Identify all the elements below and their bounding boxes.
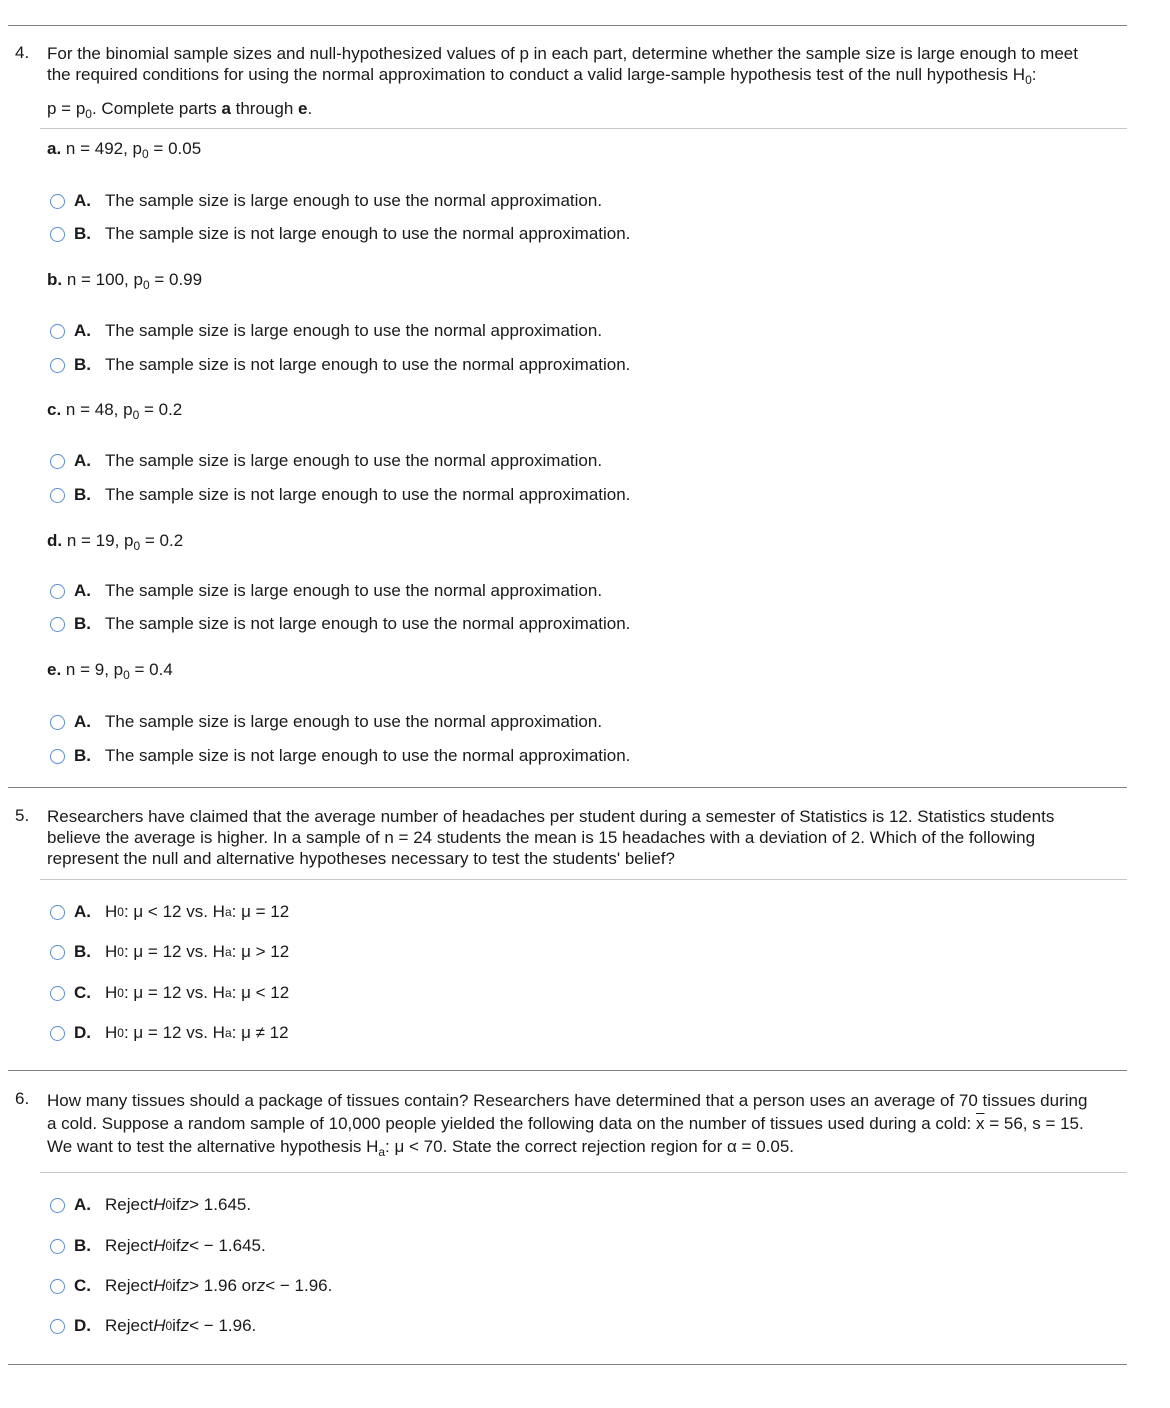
radio-button[interactable] — [50, 488, 65, 503]
question-6-number: 6. — [15, 1089, 30, 1108]
radio-button[interactable] — [50, 584, 65, 599]
question-4-stem — [47, 43, 1122, 125]
q4-stem-line3: $p = p_0$. Complete parts a through e. — [47, 99, 313, 121]
divider-q4-stem — [40, 128, 1127, 129]
q4d-option-b[interactable]: B. The sample size is not large enough to use the normal approximation. — [50, 614, 630, 634]
q6-option-d[interactable]: D. Reject H 0 if z < − 1.96. — [50, 1316, 256, 1336]
divider-q5-stem — [40, 879, 1127, 880]
divider-q4-q5 — [8, 787, 1127, 788]
radio-button[interactable] — [50, 1279, 65, 1294]
divider-q6-stem — [40, 1172, 1127, 1173]
radio-button[interactable] — [50, 617, 65, 632]
q4-stem-line2: the required conditions for using the normal approximation to conduct a valid large-sample hypothesis test of the null hypothesis $H_0$: — [47, 65, 1037, 87]
radio-button[interactable] — [50, 227, 65, 242]
question-5-number: 5. — [15, 806, 30, 825]
radio-button[interactable] — [50, 945, 65, 960]
divider-q5-q6 — [8, 1070, 1127, 1071]
q5-option-c[interactable]: C. H 0 : μ = 12 vs. H a : μ < 12 — [50, 983, 289, 1003]
divider-top — [8, 25, 1127, 26]
q4-stem-line1: For the binomial sample sizes and null-hypothesized values of p in each part, determine whether the sample size is large enough to meet — [47, 44, 1078, 63]
radio-button[interactable] — [50, 905, 65, 920]
radio-button[interactable] — [50, 715, 65, 730]
q5-option-a[interactable]: A. H 0 : μ < 12 vs. H a : μ = 12 — [50, 902, 289, 922]
q4-part-e-label: e. n = 9, $p_0 = 0.4$ — [47, 660, 173, 682]
q4-part-a-label: a. n = 492, $p_0 = 0.05$ — [47, 139, 202, 161]
q4e-option-a[interactable]: A. The sample size is large enough to use the normal approximation. — [50, 712, 602, 732]
divider-bottom — [8, 1364, 1127, 1365]
q4-part-b-label: b. n = 100, $p_0 = 0.99$ — [47, 270, 203, 292]
radio-button[interactable] — [50, 194, 65, 209]
question-6-stem: How many tissues should a package of tissues contain? Researchers have determined that a person uses an average of 70 tissues during a cold. Suppose a random sample of 10,000 people yielded the following data on the number of tissues used during a cold: $\overline{x} = 56$, s = 15. We want to test the alternative hypothesis $H_a$: μ < 70. State the correct rejection region for α = 0.05. — [47, 1091, 1088, 1159]
radio-button[interactable] — [50, 1319, 65, 1334]
q5-option-b[interactable]: B. H 0 : μ = 12 vs. H a : μ > 12 — [50, 942, 289, 962]
q6-option-b[interactable]: B. Reject H 0 if z < − 1.645. — [50, 1236, 266, 1256]
q4b-option-b[interactable]: B. The sample size is not large enough to use the normal approximation. — [50, 355, 630, 375]
q4c-option-a[interactable]: A. The sample size is large enough to use the normal approximation. — [50, 451, 602, 471]
radio-button[interactable] — [50, 454, 65, 469]
q4e-option-b[interactable]: B. The sample size is not large enough to use the normal approximation. — [50, 746, 630, 766]
radio-button[interactable] — [50, 324, 65, 339]
q4a-option-a[interactable]: A. The sample size is large enough to use the normal approximation. — [50, 191, 602, 211]
radio-button[interactable] — [50, 749, 65, 764]
radio-button[interactable] — [50, 986, 65, 1001]
question-4-number: 4. — [15, 43, 30, 62]
radio-button[interactable] — [50, 1198, 65, 1213]
q4c-option-b[interactable]: B. The sample size is not large enough to use the normal approximation. — [50, 485, 630, 505]
radio-button[interactable] — [50, 358, 65, 373]
q4-part-d-label: d. n = 19, $p_0 = 0.2$ — [47, 531, 184, 553]
radio-button[interactable] — [50, 1026, 65, 1041]
q6-option-c[interactable]: C. Reject H 0 if z > 1.96 or z < − 1.96. — [50, 1276, 332, 1296]
q4a-option-b[interactable]: B. The sample size is not large enough to use the normal approximation. — [50, 224, 630, 244]
q4b-option-a[interactable]: A. The sample size is large enough to use the normal approximation. — [50, 321, 602, 341]
q4d-option-a[interactable]: A. The sample size is large enough to use the normal approximation. — [50, 581, 602, 601]
question-5-stem: Researchers have claimed that the average number of headaches per student during a semester of Statistics is 12. Statistics students believe the average is higher. In a sample of n = 24 students the mean is 15 headaches with a deviation of 2. Which of the following represent the null and alternative hypotheses necessary to test the students' belief? — [47, 807, 1055, 868]
radio-button[interactable] — [50, 1239, 65, 1254]
q6-option-a[interactable]: A. Reject H 0 if z > 1.645. — [50, 1195, 251, 1215]
q4-part-c-label: c. n = 48, $p_0 = 0.2$ — [47, 400, 183, 422]
q5-option-d[interactable]: D. H 0 : μ = 12 vs. H a : μ ≠ 12 — [50, 1023, 289, 1043]
